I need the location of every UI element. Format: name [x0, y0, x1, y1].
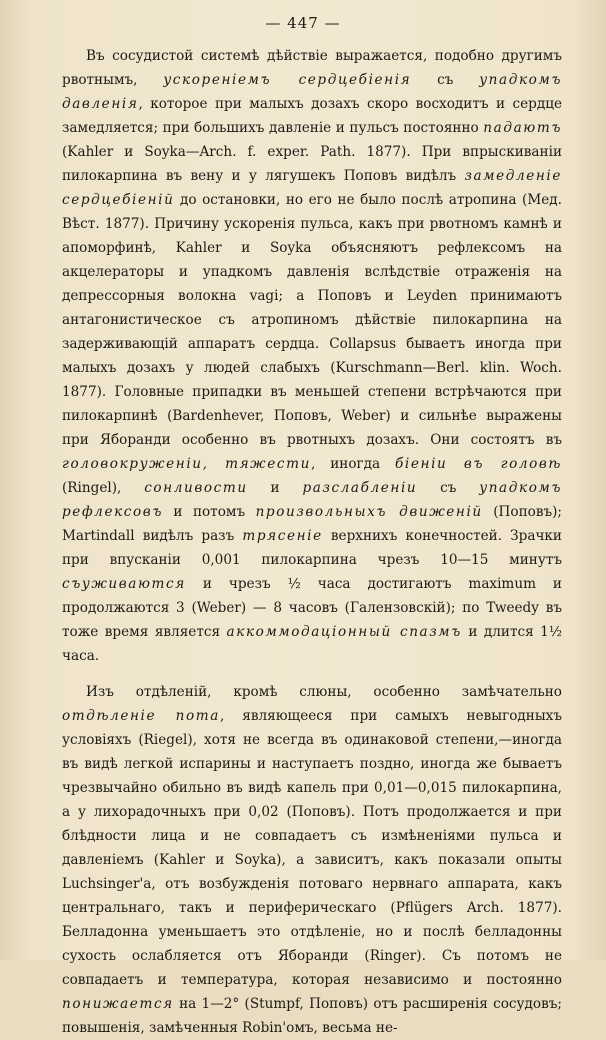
paragraph-2 — [62, 680, 562, 1040]
emphasis-text: понижается — [62, 996, 174, 1012]
text-run: съ — [411, 72, 480, 88]
text-run: , которое при малыхъ дозахъ скоро восходитъ и сердце замедляется; при большихъ давленіе и пульсъ постоянно — [62, 96, 562, 136]
emphasis-text: головокруженіи, тяжести — [62, 456, 311, 472]
emphasis-text: замедленіе сердцебіеній — [62, 168, 562, 208]
paragraph-1 — [62, 44, 562, 668]
emphasis-text: сонливости — [144, 480, 248, 496]
text-run: (Kahler и Soyka—Arch. f. exper. Path. 1877). При впрыскиваніи пилокарпина въ вену и у лягушекъ Поповъ видѣлъ — [62, 144, 562, 184]
text-run: и — [247, 480, 303, 496]
emphasis-text: разслабленіи — [302, 480, 418, 496]
text-run: до остановки, но его не было послѣ атропина (Мед. Вѣст. 1877). Причину ускоренія пульса, какъ при рвотномъ камнѣ и апоморфинѣ, Kahler и Soyka объясняютъ рефлексомъ на акцелераторы и упадкомъ давленія вслѣдствіе отраженія на депрессорныя волокна vagi; а Поповъ и Leyden принимаютъ антагонистическое съ атропиномъ дѣйствіе пилокарпина на задерживающій аппаратъ сердца. Collapsus бываетъ иногда при малыхъ дозахъ у людей слабыхъ (Kurschmann—Berl. klin. Woch. 1877). Головные припадки въ меньшей степени встрѣчаются при пилокарпинѣ (Bardenhever, Поповъ, Weber) и сильнѣе выражены при Яборанди особенно въ рвотныхъ дозахъ. Они состоятъ въ — [62, 192, 562, 448]
text-run: (Поповъ); Martindall видѣлъ разъ — [62, 504, 563, 544]
emphasis-text: съуживаются — [62, 576, 186, 592]
emphasis-text: произвольныхъ движеній — [255, 504, 483, 520]
text-run: на 1—2° (Stumpf, Поповъ) отъ расширенія сосудовъ; повышенія, замѣченныя Robin'омъ, весьма не- — [62, 996, 562, 1036]
body-text — [62, 44, 562, 1040]
emphasis-text: трясеніе — [242, 528, 323, 544]
emphasis-text: падаютъ — [483, 120, 562, 136]
text-run: (Ringel), — [62, 480, 145, 496]
text-run: и чрезъ ½ часа достигаютъ maximum и продолжаются 3 (Weber) — 8 часовъ (Галензовскій); по Tweedy въ тоже время является — [62, 576, 562, 640]
text-run: верхнихъ конечностей. Зрачки при впусканіи 0,001 пилокарпина чрезъ 10—15 минутъ — [62, 528, 562, 568]
emphasis-text: отдѣленіе пота — [62, 708, 221, 724]
emphasis-text: ускореніемъ сердцебіенія — [163, 72, 412, 88]
text-run: Въ сосудистой системѣ дѣйствіе выражается, подобно другимъ рвотнымъ, — [62, 48, 562, 88]
emphasis-text: аккоммодаціонный спазмъ — [226, 624, 462, 640]
text-run: съ — [417, 480, 480, 496]
text-run: и длится 1½ часа. — [62, 624, 563, 664]
text-run: Изъ отдѣленій, кромѣ слюны, особенно замѣчательно — [86, 684, 562, 700]
page-number: — 447 — — [265, 14, 341, 32]
text-run: , иногда — [310, 456, 396, 472]
text-run: и потомъ — [162, 504, 256, 520]
emphasis-text: біеніи въ головѣ — [395, 456, 562, 472]
emphasis-text: упадкомъ рефлексовъ — [62, 480, 563, 520]
emphasis-text: упадкомъ давленія — [62, 72, 562, 112]
text-run: , являющееся при самыхъ невыгодныхъ условіяхъ (Riegel), хотя не всегда въ одинаковой степени,—иногда въ видѣ легкой испарины и наступаетъ поздно, иногда же бываетъ чрезвычайно обильно въ видѣ капель при 0,01—0,015 пилокарпина, а у лихорадочныхъ при 0,02 (Поповъ). Потъ продолжается и при блѣдности лица и не совпадаетъ съ измѣненіями пульса и давленіемъ (Kahler и Soyka), а зависитъ, какъ показали опыты Luchsinger'а, отъ возбужденія потоваго нервнаго аппарата, какъ центральнаго, такъ и периферическаго (Pflügers Arch. 1877). Белладонна уменьшаетъ это отдѣленіе, но и послѣ белладонны сухость ослабляется отъ Яборанди (Ringer). Съ потомъ не совпадаетъ и температура, которая независимо и постоянно — [62, 708, 562, 988]
